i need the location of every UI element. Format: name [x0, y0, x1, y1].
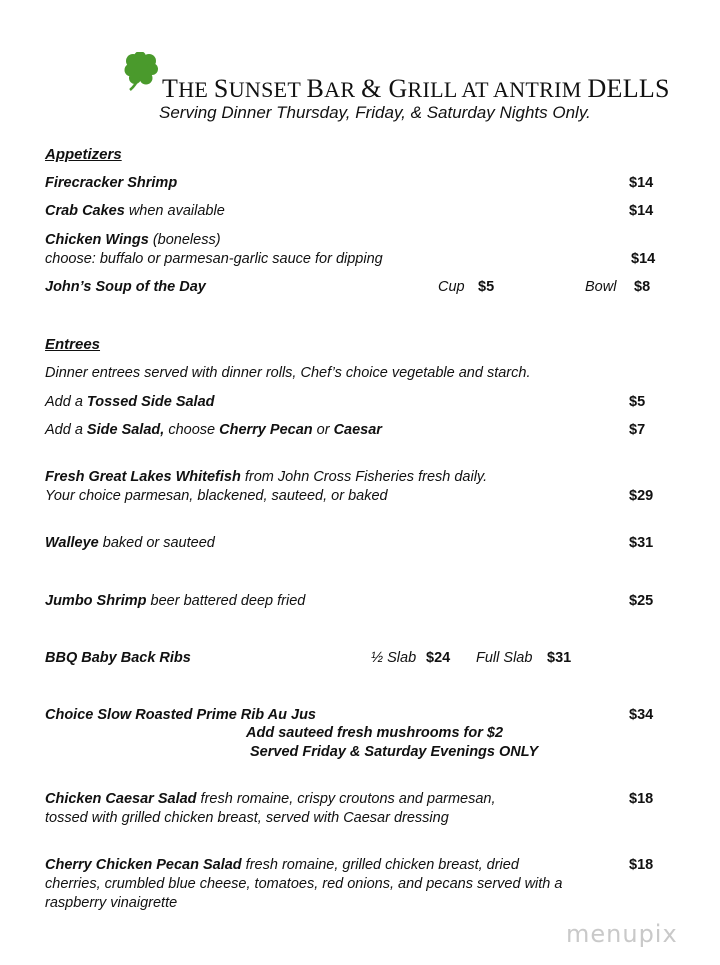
price: $29	[629, 488, 654, 504]
cup-label: Cup	[438, 279, 465, 295]
restaurant-title: THE SUNSET BAR & GRILL AT ANTRIM DELLS	[162, 74, 670, 103]
price: $14	[629, 203, 654, 219]
price: $18	[629, 857, 654, 873]
price: $18	[629, 791, 654, 807]
price: $5	[478, 279, 495, 295]
menu-item-chicken-wings: Chicken Wings (boneless)	[45, 232, 221, 248]
watermark: menupix	[566, 920, 678, 948]
shamrock-icon	[122, 52, 160, 92]
menu-item-pecan-salad: Cherry Chicken Pecan Salad fresh romaine, grilled chicken breast, dried	[45, 857, 519, 873]
menu-item-side-salad: Add a Side Salad, choose Cherry Pecan or Caesar	[45, 422, 382, 438]
full-slab-label: Full Slab	[476, 650, 533, 666]
menu-item-firecracker-shrimp: Firecracker Shrimp	[45, 175, 178, 191]
price: $24	[426, 650, 451, 666]
menu-item-description: Your choice parmesan, blackened, sauteed, or baked	[45, 488, 388, 504]
price: $5	[629, 394, 646, 410]
menu-item-caesar-salad: Chicken Caesar Salad fresh romaine, crispy croutons and parmesan,	[45, 791, 496, 807]
half-slab-label: ½ Slab	[371, 650, 417, 666]
prime-rib-note: Add sauteed fresh mushrooms for $2	[246, 725, 504, 741]
entrees-heading: Entrees	[45, 336, 101, 353]
menu-item-description: tossed with grilled chicken breast, served with Caesar dressing	[45, 810, 449, 826]
price: $34	[629, 707, 654, 723]
menu-item-soup: John’s Soup of the Day	[45, 279, 206, 295]
price: $31	[547, 650, 572, 666]
menu-item-tossed-salad: Add a Tossed Side Salad	[45, 394, 215, 410]
price: $14	[629, 175, 654, 191]
prime-rib-note: Served Friday & Saturday Evenings ONLY	[250, 744, 539, 760]
menu-item-description: choose: buffalo or parmesan-garlic sauce for dipping	[45, 251, 383, 267]
menu-item-prime-rib: Choice Slow Roasted Prime Rib Au Jus	[45, 707, 316, 723]
price: $14	[631, 251, 656, 267]
menu-item-crab-cakes: Crab Cakes when available	[45, 203, 225, 219]
subtitle: Serving Dinner Thursday, Friday, & Saturday Nights Only.	[159, 103, 591, 122]
menu-item-walleye: Walleye baked or sauteed	[45, 535, 215, 551]
price: $7	[629, 422, 646, 438]
menu-item-description: raspberry vinaigrette	[45, 895, 178, 911]
menu-item-whitefish: Fresh Great Lakes Whitefish from John Cross Fisheries fresh daily.	[45, 469, 488, 485]
entrees-intro: Dinner entrees served with dinner rolls, Chef’s choice vegetable and starch.	[45, 365, 531, 381]
menu-item-jumbo-shrimp: Jumbo Shrimp beer battered deep fried	[45, 593, 306, 609]
menu-item-ribs: BBQ Baby Back Ribs	[45, 650, 191, 666]
menu-item-description: cherries, crumbled blue cheese, tomatoes, red onions, and pecans served with a	[45, 876, 563, 892]
appetizers-heading: Appetizers	[45, 146, 122, 163]
bowl-label: Bowl	[585, 279, 617, 295]
price: $8	[634, 279, 651, 295]
price: $31	[629, 535, 654, 551]
price: $25	[629, 593, 654, 609]
